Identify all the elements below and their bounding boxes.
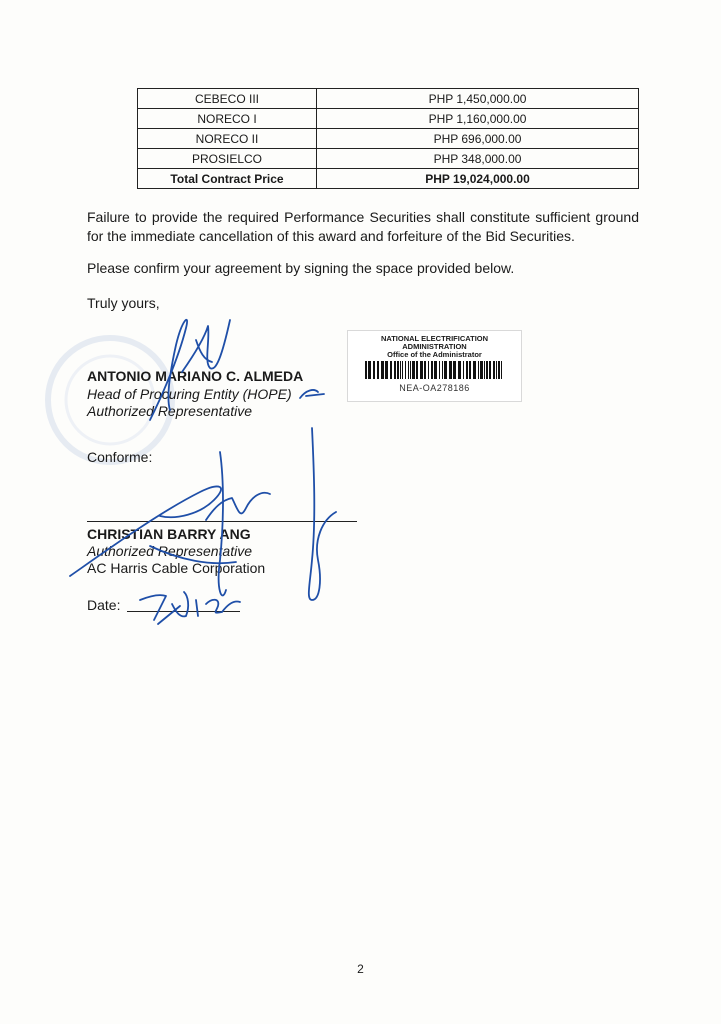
conforme-name: CHRISTIAN BARRY ANG: [87, 526, 251, 542]
conforme-label: Conforme:: [87, 449, 153, 465]
table-cell-name: NORECO II: [138, 129, 317, 149]
barcode-icon: [365, 361, 505, 379]
table-cell-price: PHP 348,000.00: [317, 149, 639, 169]
table-row: [138, 109, 639, 129]
closing-text: Truly yours,: [87, 295, 160, 311]
total-label: Total Contract Price: [138, 169, 317, 189]
contract-price-table: [137, 88, 639, 189]
date-stroke: [172, 592, 188, 616]
stamp-line: ADMINISTRATION: [402, 342, 467, 351]
date-stroke: [158, 600, 198, 624]
stamp-line: Office of the Administrator: [387, 350, 482, 359]
signature-stroke: [309, 428, 336, 600]
table-cell-price: PHP 1,160,000.00: [317, 109, 639, 129]
table-total-row: [138, 169, 639, 189]
signature-stroke: [300, 390, 324, 398]
performance-security-paragraph: Failure to provide the required Performance Securities shall constitute sufficient ground for the immediate cancellation of this award and forfeiture of the Bid Securities.: [87, 209, 639, 244]
page-number: 2: [357, 962, 364, 976]
table-cell-price: PHP 1,450,000.00: [317, 89, 639, 109]
signature-stroke: [206, 493, 270, 520]
confirm-paragraph: Please confirm your agreement by signing the space provided below.: [87, 260, 515, 276]
stamp-number: NEA-OA278186: [399, 383, 470, 393]
stamp-line: NATIONAL ELECTRIFICATION: [380, 334, 489, 343]
conforme-title: Authorized Representative: [87, 543, 252, 559]
table-cell-price: PHP 696,000.00: [317, 129, 639, 149]
signatory-name: ANTONIO MARIANO C. ALMEDA: [87, 368, 304, 384]
signature-line: [87, 521, 357, 522]
table-cell-name: PROSIELCO: [138, 149, 317, 169]
date-label: Date:: [87, 597, 121, 613]
signature-stroke: [196, 340, 212, 362]
signature-stroke: [182, 320, 230, 372]
total-price: PHP 19,024,000.00: [317, 169, 639, 189]
date-stroke: [140, 595, 166, 620]
signatory-title: Head of Procuring Entity (HOPE): [87, 386, 292, 402]
date-line: [127, 611, 240, 612]
conforme-company: AC Harris Cable Corporation: [87, 560, 266, 576]
table-row: [138, 129, 639, 149]
receipt-stamp: [347, 330, 522, 402]
table-row: [138, 89, 639, 109]
signatory-role: Authorized Representative: [87, 403, 252, 419]
table-row: [138, 149, 639, 169]
table-cell-name: NORECO I: [138, 109, 317, 129]
table-cell-name: CEBECO III: [138, 89, 317, 109]
